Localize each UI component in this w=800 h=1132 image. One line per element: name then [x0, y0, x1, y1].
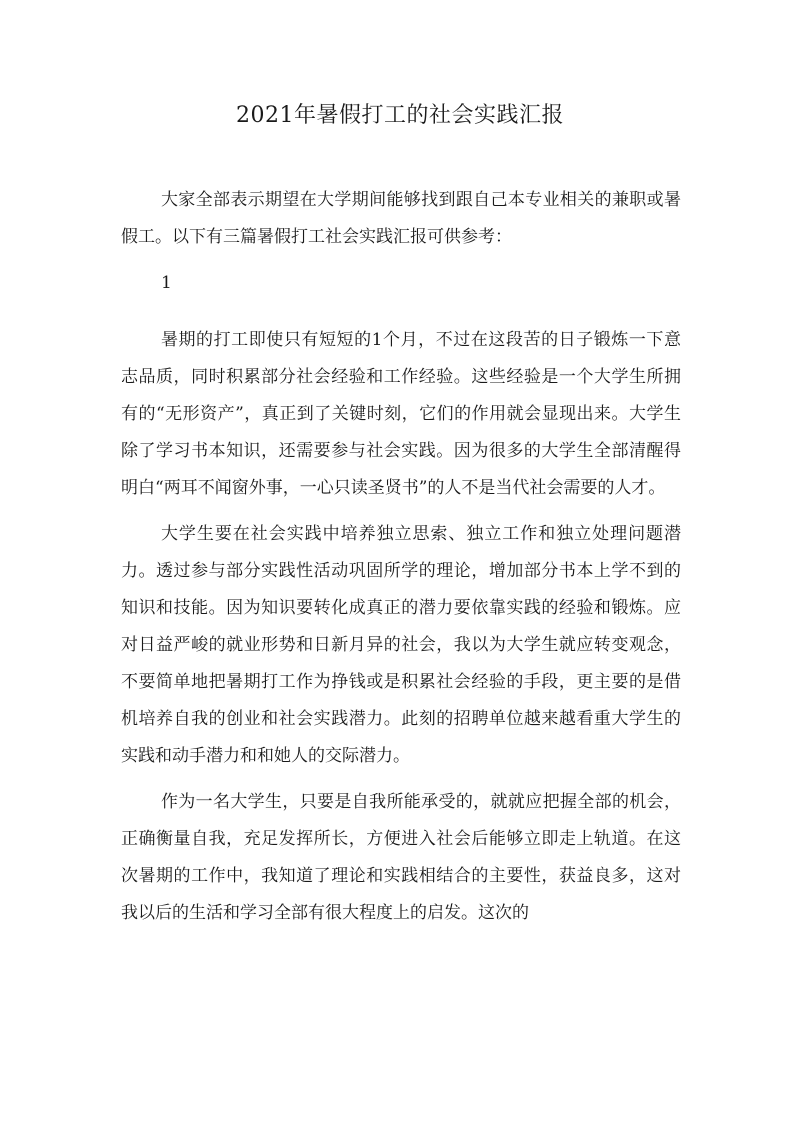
paragraph-intro: 大家全部表示期望在大学期间能够找到跟自己本专业相关的兼职或暑假工。以下有三篇暑假打工社会实践汇报可供参考：: [121, 190, 681, 247]
paragraph-3: 作为一名大学生，只要是自我所能承受的，就就应把握全部的机会，正确衡量自我，充足发挥所长，方便进入社会后能够立即走上轨道。在这次暑期的工作中，我知道了理论和实践相结合的主要性，获益良多，这对我以后的生活和学习全部有很大程度上的启发。这次的: [121, 792, 681, 923]
section-number: 1: [160, 273, 172, 293]
paragraph-1: 暑期的打工即使只有短短的1个月，不过在这段苦的日子锻炼一下意志品质，同时积累部分社会经验和工作经验。这些经验是一个大学生所拥有的“无形资产”，真正到了关键时刻，它们的作用就会显现出来。大学生除了学习书本知识，还需要参与社会实践。因为很多的大学生全部清醒得明白“两耳不闻窗外事，一心只读圣贤书”的人不是当代社会需要的人才。: [121, 330, 681, 498]
document-body: [121, 182, 681, 941]
paragraph-2: 大学生要在社会实践中培养独立思索、独立工作和独立处理问题潜力。透过参与部分实践性活动巩固所学的理论，增加部分书本上学不到的知识和技能。因为知识要转化成真正的潜力要依靠实践的经验和锻炼。应对日益严峻的就业形势和日新月异的社会，我以为大学生就应转变观念，不要简单地把暑期打工作为挣钱或是积累社会经验的手段，更主要的是借机培养自我的创业和社会实践潜力。此刻的招聘单位越来越看重大学生的实践和动手潜力和和她人的交际潜力。: [121, 524, 681, 766]
document-title: 2021年暑假打工的社会实践汇报: [236, 103, 564, 128]
